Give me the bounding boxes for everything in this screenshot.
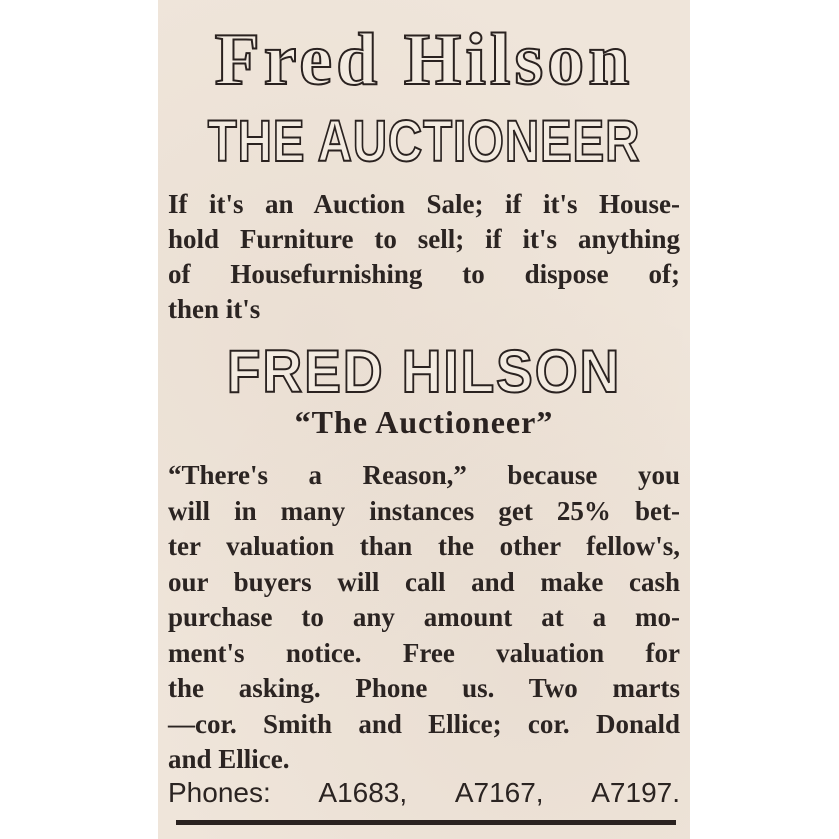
ad-heading: Fred Hilson: [214, 19, 634, 101]
text-line: hold Furniture to sell; if it's anything: [168, 224, 680, 254]
text-line: will in many instances get 25% bet-: [168, 495, 680, 526]
bottom-rule: [176, 820, 676, 825]
ad-subheading: THE AUCTIONEER: [207, 109, 641, 174]
text-line: “There's a Reason,” because you: [168, 460, 680, 490]
intro-paragraph: [168, 187, 680, 327]
text-line: then it's: [168, 294, 261, 324]
text-line: If it's an Auction Sale; if it's House-: [168, 189, 680, 219]
text-line: —cor. Smith and Ellice; cor. Donald: [168, 708, 680, 739]
phone-numbers: Phones: A1683, A7167, A7197.: [168, 777, 680, 808]
text-line: ment's notice. Free valuation for: [168, 637, 680, 668]
text-line: our buyers will call and make cash: [168, 566, 680, 597]
name-banner: FRED HILSON: [226, 338, 622, 405]
text-line: and Ellice.: [168, 744, 290, 774]
text-line: ter valuation than the other fellow's,: [168, 531, 680, 561]
newspaper-ad: [158, 0, 690, 839]
text-line: the asking. Phone us. Two marts: [168, 673, 680, 703]
text-line: of Housefurnishing to dispose of;: [168, 259, 680, 289]
text-line: purchase to any amount at a mo-: [168, 602, 680, 632]
tagline: “The Auctioneer”: [294, 404, 554, 440]
body-paragraph: [168, 458, 680, 778]
